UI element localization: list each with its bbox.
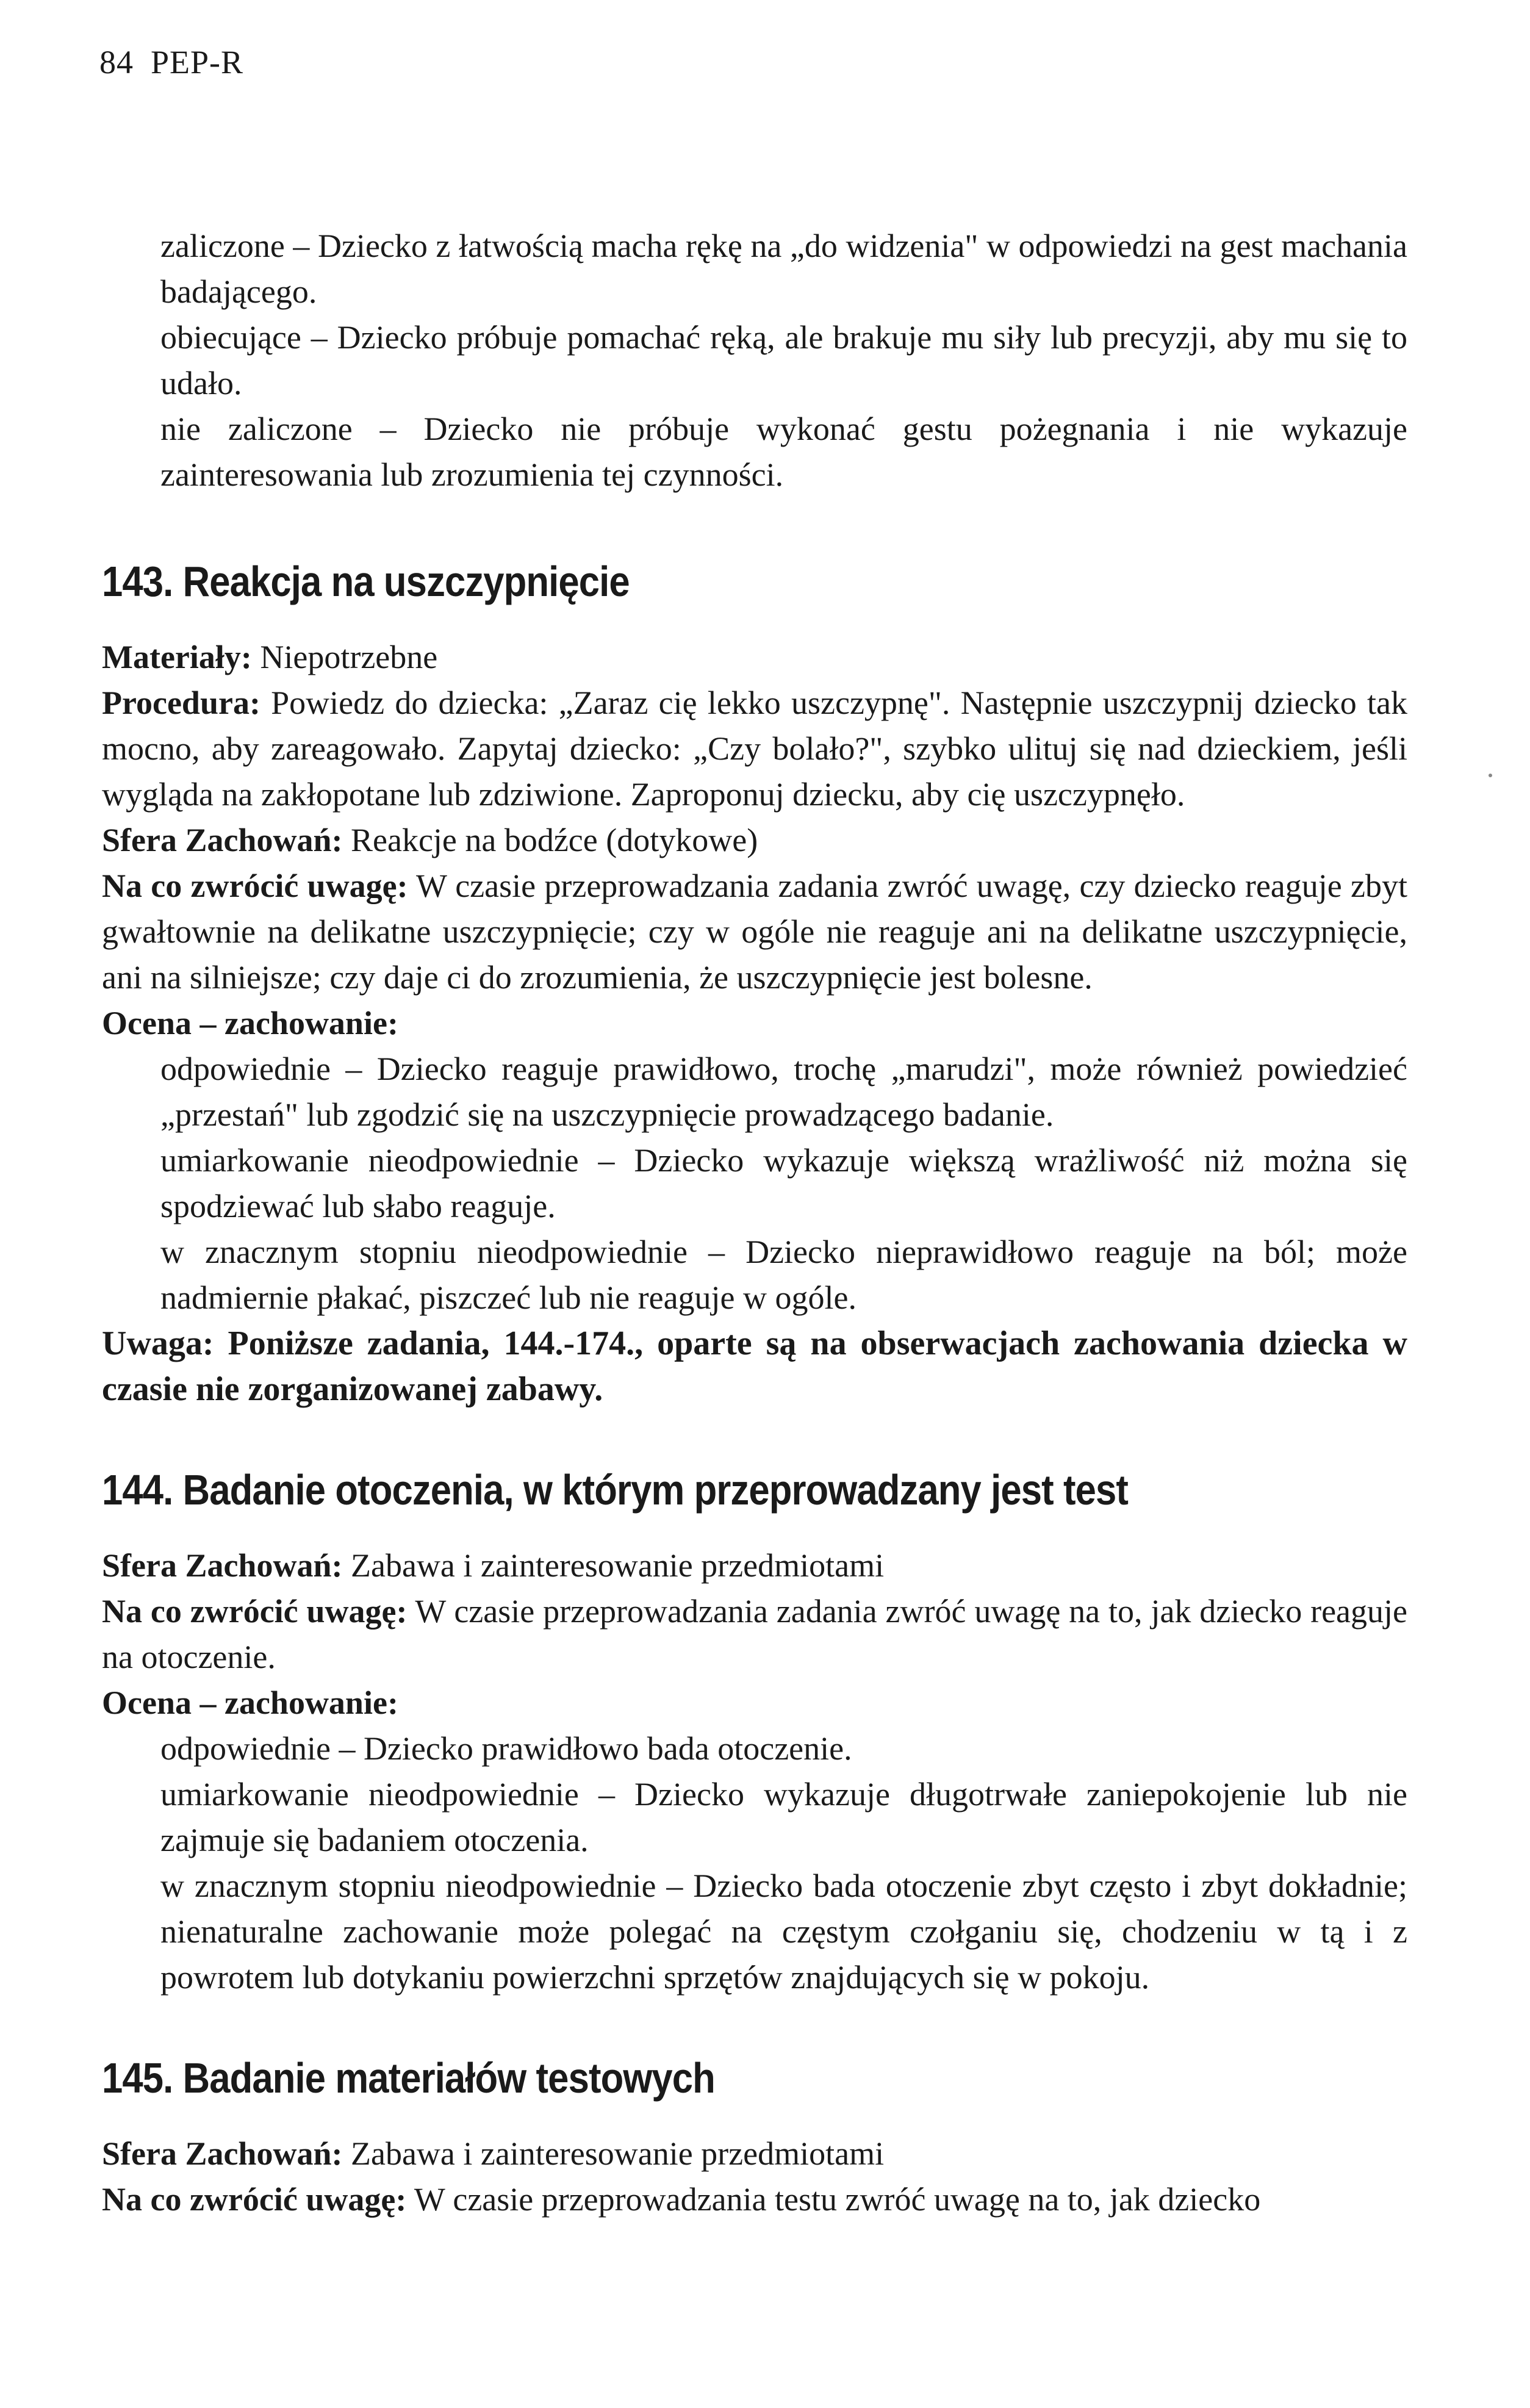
sphere-line [102, 2131, 1407, 2177]
rating-line: umiarkowanie nieodpowiednie – Dziecko wykazuje długotrwałe zaniepokojenie lub nie zajmuje się badaniem otoczenia. [160, 1776, 1407, 1858]
item-heading: 143. Reakcja na uszczypnięcie [102, 558, 630, 605]
attention-label: Na co zwrócić uwagę: [102, 868, 408, 904]
item-145 [102, 2050, 1407, 2223]
rating-line: odpowiednie – Dziecko reaguje prawidłowo, trochę „marudzi", może również powiedzieć „przestań" lub zgodzić się na uszczypnięcie prowadzącego badanie. [160, 1051, 1407, 1133]
attention-paragraph [102, 863, 1407, 1001]
note-paragraph: Uwaga: Poniższe zadania, 144.-174., oparte są na obserwacjach zachowania dziecka w czasie nie zorganizowanej zabawy. [102, 1324, 1407, 1408]
rating-line: w znacznym stopniu nieodpowiednie – Dziecko nieprawidłowo reaguje na ból; może nadmiernie płakać, piszczeć lub nie reaguje w ogóle. [160, 1234, 1407, 1316]
attention-paragraph [102, 2177, 1407, 2223]
item-144 [102, 1462, 1407, 2000]
attention-label: Na co zwrócić uwagę: [102, 1593, 408, 1630]
sphere-label: Sfera Zachowań: [102, 1547, 343, 1584]
rating-list [102, 1726, 1407, 2000]
attention-text: W czasie przeprowadzania zadania zwróć uwagę na to, jak dziecko reaguje na otoczenie. [102, 1593, 1407, 1675]
rating-line: obiecujące – Dziecko próbuje pomachać ręką, ale brakuje mu siły lub precyzji, aby mu się to udało. [160, 319, 1407, 401]
attention-label: Na co zwrócić uwagę: [102, 2181, 407, 2218]
materials-line [102, 634, 1407, 680]
item-heading: 145. Badanie materiałów testowych [102, 2054, 715, 2102]
item-heading: 144. Badanie otoczenia, w którym przeprowadzany jest test [102, 1466, 1129, 1514]
attention-text: W czasie przeprowadzania zadania zwróć uwagę, czy dziecko reaguje zbyt gwałtownie na delikatne uszczypnięcie; czy w ogóle nie reaguje ani na delikatne uszczypnięcie, ani na silniejsze; czy daje ci do zrozumienia, że uszczypnięcie jest bolesne. [102, 868, 1407, 996]
attention-text: W czasie przeprowadzania testu zwróć uwagę na to, jak dziecko [406, 2181, 1261, 2218]
materials-text: Niepotrzebne [251, 639, 438, 675]
rating-line: zaliczone – Dziecko z łatwością macha rękę na „do widzenia" w odpowiedzi na gest machania badającego. [160, 228, 1407, 310]
rating-line: umiarkowanie nieodpowiednie – Dziecko wykazuje większą wrażliwość niż można się spodziewać lub słabo reaguje. [160, 1142, 1407, 1224]
running-title: PEP-R [151, 44, 244, 81]
previous-item-ratings [102, 223, 1407, 498]
rating-line: nie zaliczone – Dziecko nie próbuje wykonać gestu pożegnania i nie wykazuje zainteresowania lub zrozumienia tej czynności. [160, 411, 1407, 493]
page-number: 84 [99, 44, 134, 81]
sphere-label: Sfera Zachowań: [102, 2135, 343, 2172]
sphere-text: Zabawa i zainteresowanie przedmiotami [342, 2135, 885, 2172]
sphere-text: Zabawa i zainteresowanie przedmiotami [342, 1547, 885, 1584]
sphere-text: Reakcje na bodźce (dotykowe) [342, 822, 758, 858]
page-header [99, 38, 243, 87]
page-body [102, 223, 1407, 2223]
rating-line: odpowiednie – Dziecko prawidłowo bada otoczenie. [160, 1730, 852, 1767]
rating-label: Ocena – zachowanie: [102, 1005, 398, 1041]
item-143 [102, 554, 1407, 1321]
materials-label: Materiały: [102, 639, 252, 675]
rating-label: Ocena – zachowanie: [102, 1684, 398, 1721]
procedure-label: Procedura: [102, 685, 260, 721]
scan-speck [1489, 774, 1492, 777]
rating-line: w znacznym stopniu nieodpowiednie – Dziecko bada otoczenie zbyt często i zbyt dokładnie; nienaturalne zachowanie może polegać na częstym czołganiu się, chodzeniu w tą i z powrotem lub dotykaniu powierzchni sprzętów znajdujących się w pokoju. [160, 1867, 1407, 1996]
sphere-line [102, 818, 1407, 863]
sphere-label: Sfera Zachowań: [102, 822, 343, 858]
attention-paragraph [102, 1589, 1407, 1680]
sphere-line [102, 1543, 1407, 1589]
procedure-paragraph [102, 680, 1407, 818]
rating-list [102, 1046, 1407, 1321]
procedure-text: Powiedz do dziecka: „Zaraz cię lekko uszczypnę". Następnie uszczypnij dziecko tak mocno, aby zareagowało. Zapytaj dziecko: „Czy bolało?", szybko ulituj się nad dzieckiem, jeśli wygląda na zakłopotane lub zdziwione. Zaproponuj dziecku, aby cię uszczypnęło. [102, 685, 1407, 813]
